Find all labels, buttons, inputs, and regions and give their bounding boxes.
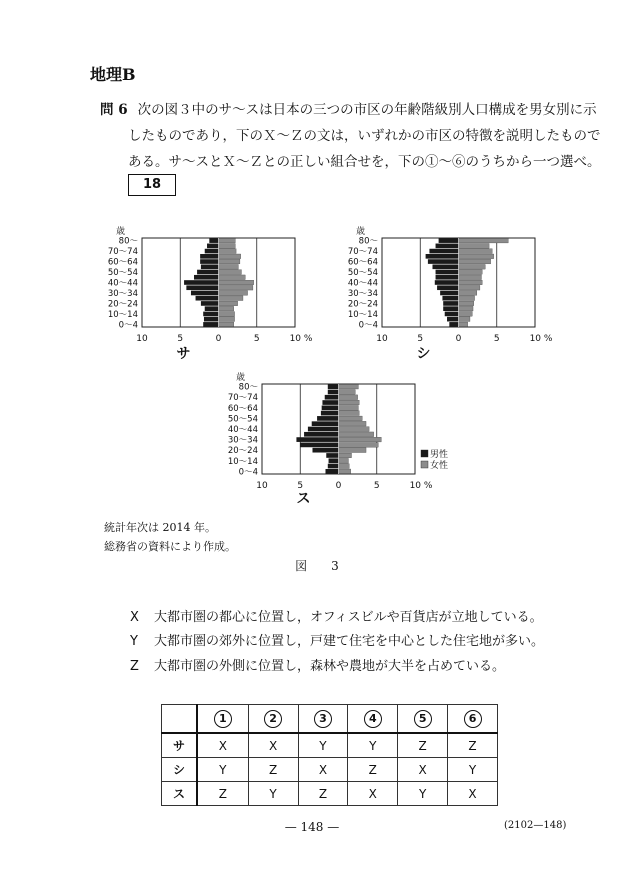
y-tick-label: 60～64	[227, 403, 258, 414]
pyramid-3	[228, 371, 448, 507]
bar-female	[339, 421, 367, 426]
table-cell: X	[298, 758, 348, 782]
bar-female	[219, 301, 238, 306]
bar-male	[440, 291, 458, 296]
bar-female	[459, 275, 482, 280]
question-line-2: したものであり，下のＸ～Ｚの文は，いずれかの市区の特徴を説明したもので	[128, 128, 601, 144]
table-row	[162, 758, 498, 782]
x-tick-label: 10 %	[529, 334, 553, 344]
bar-male	[201, 264, 219, 269]
bar-female	[459, 270, 483, 275]
option-header-5	[398, 705, 448, 734]
statement-y-key: Y	[130, 634, 138, 649]
x-tick-label: 0	[215, 334, 222, 344]
bar-male	[304, 432, 338, 437]
bar-male	[191, 291, 219, 296]
bar-female	[219, 238, 236, 243]
bar-male	[436, 270, 459, 275]
y-tick-label: 40～44	[227, 425, 258, 435]
bar-female	[219, 249, 237, 254]
table-row	[162, 733, 498, 758]
x-tick-label: 10 %	[289, 334, 313, 344]
table-cell: Z	[348, 758, 398, 782]
legend-swatch-female	[421, 461, 428, 468]
table-row	[162, 782, 498, 806]
figure-caption: 図 3	[295, 559, 345, 573]
bar-male	[328, 384, 339, 389]
table-cell: Z	[398, 733, 448, 758]
y-unit-label: 歳	[356, 227, 366, 237]
bar-female	[459, 244, 490, 249]
statement-z	[130, 655, 505, 674]
bar-male	[326, 453, 338, 458]
bar-male	[428, 259, 459, 264]
y-tick-label: 40～44	[107, 278, 138, 289]
statement-y	[130, 630, 544, 649]
y-tick-label: 0～4	[118, 320, 138, 331]
y-tick-label: 60～64	[347, 257, 378, 268]
bar-female	[339, 458, 349, 463]
combination-table	[161, 704, 498, 806]
bar-male	[445, 312, 459, 317]
table-cell: Y	[197, 758, 248, 782]
bar-male	[325, 469, 338, 474]
legend-swatch-male	[421, 450, 428, 457]
x-tick-label: 10	[136, 334, 148, 344]
y-tick-label: 10～14	[227, 456, 258, 467]
x-tick-label: 10 %	[409, 481, 433, 491]
x-tick-label: 0	[455, 334, 462, 344]
bar-male	[200, 254, 218, 259]
bar-female	[339, 427, 370, 432]
answer-number-box: 18	[128, 174, 176, 196]
y-tick-label: 0～4	[358, 320, 378, 331]
bar-male	[317, 416, 338, 421]
bar-male	[447, 317, 458, 322]
y-tick-label: 70～74	[347, 247, 378, 258]
bar-male	[436, 275, 459, 280]
bar-female	[339, 432, 374, 437]
legend-label-female: 女性	[430, 461, 449, 471]
bar-male	[322, 400, 338, 405]
table-cell: X	[398, 758, 448, 782]
y-tick-label: 50～54	[347, 268, 378, 279]
chart-label: シ	[416, 346, 431, 362]
x-tick-label: 5	[417, 334, 424, 344]
bar-male	[204, 317, 219, 322]
x-tick-label: 5	[297, 481, 304, 491]
bar-female	[459, 291, 477, 296]
question-number: 問 6	[100, 102, 128, 118]
y-tick-label: 50～54	[227, 414, 258, 425]
y-tick-label: 20～24	[347, 299, 378, 310]
bar-male	[203, 312, 218, 317]
row-label-sa: サ	[162, 733, 197, 758]
table-cell: X	[248, 733, 298, 758]
table-cell: Z	[448, 733, 498, 758]
option-header-2	[248, 705, 298, 734]
bar-male	[308, 427, 339, 432]
bar-female	[219, 285, 253, 290]
y-tick-label: 10～14	[107, 309, 138, 320]
y-tick-label: 50～54	[107, 268, 138, 279]
question-line-3: ある。サ～スとＸ～Ｚとの正しい組合せを，下の①～⑥のうちから一つ選べ。	[128, 154, 601, 170]
y-tick-label: 20～24	[107, 299, 138, 310]
bar-male	[197, 270, 218, 275]
bar-female	[459, 259, 491, 264]
y-tick-label: 80～	[238, 382, 258, 393]
bar-male	[300, 443, 338, 448]
statement-y-text: 大都市圏の郊外に位置し，戸建て住宅を中心とした住宅地が多い。	[154, 634, 545, 649]
y-tick-label: 30～34	[347, 288, 378, 299]
statement-x-text: 大都市圏の都心に位置し，オフィスビルや百貨店が立地している。	[154, 610, 543, 625]
bar-male	[435, 280, 459, 285]
y-tick-label: 60～64	[107, 257, 138, 268]
bar-female	[339, 405, 359, 410]
bar-female	[459, 301, 474, 306]
y-tick-label: 20～24	[227, 446, 258, 457]
bar-male	[296, 437, 338, 442]
y-tick-label: 30～34	[227, 435, 258, 446]
table-header-row	[162, 705, 498, 734]
chart-label: サ	[176, 346, 191, 362]
pyramid-2	[348, 225, 553, 362]
option-header-4	[348, 705, 398, 734]
bar-male	[201, 301, 219, 306]
table-cell: Y	[398, 782, 448, 806]
bar-male	[200, 259, 218, 264]
bar-male	[203, 322, 218, 327]
statement-z-key: Z	[130, 659, 139, 674]
option-number-4: 4	[364, 710, 382, 728]
bar-female	[339, 464, 350, 469]
bar-female	[459, 285, 480, 290]
bar-female	[219, 244, 236, 249]
option-header-6	[448, 705, 498, 734]
bar-female	[339, 453, 352, 458]
bar-female	[219, 322, 234, 327]
bar-female	[339, 416, 363, 421]
y-tick-label: 10～14	[347, 309, 378, 320]
table-cell: X	[197, 733, 248, 758]
bar-male	[325, 395, 339, 400]
bar-male	[432, 264, 458, 269]
bar-female	[339, 400, 360, 405]
bar-female	[339, 443, 379, 448]
bar-female	[459, 264, 486, 269]
y-tick-label: 70～74	[227, 393, 258, 404]
subject-title: 地理B	[90, 65, 136, 84]
bar-male	[443, 306, 458, 311]
bar-female	[339, 437, 382, 442]
y-tick-label: 0～4	[238, 467, 258, 478]
bar-male	[439, 238, 459, 243]
row-label-su: ス	[162, 782, 197, 806]
question-text-1: 次の図３中のサ～スは日本の三つの市区の年齢階級別人口構成を男女別に示	[137, 102, 597, 118]
y-unit-label: 歳	[116, 227, 126, 237]
y-tick-label: 30～34	[107, 288, 138, 299]
x-tick-label: 5	[177, 334, 184, 344]
option-number-3: 3	[314, 710, 332, 728]
bar-female	[219, 306, 234, 311]
bar-male	[196, 296, 219, 301]
bar-female	[339, 411, 360, 416]
bar-male	[328, 390, 339, 395]
bar-female	[219, 317, 235, 322]
bar-male	[329, 458, 339, 463]
y-tick-label: 80～	[358, 236, 378, 247]
table-cell: Z	[197, 782, 248, 806]
bar-female	[459, 312, 473, 317]
bar-male	[209, 238, 218, 243]
bar-female	[339, 395, 358, 400]
bar-male	[328, 464, 339, 469]
bar-female	[219, 264, 239, 269]
x-tick-label: 5	[253, 334, 260, 344]
bar-male	[322, 405, 339, 410]
pyramid-1	[108, 225, 313, 362]
bar-female	[339, 448, 367, 453]
bar-male	[205, 306, 219, 311]
bar-female	[219, 296, 243, 301]
option-number-5: 5	[414, 710, 432, 728]
x-tick-label: 0	[335, 481, 342, 491]
table-cell: Y	[298, 733, 348, 758]
bar-female	[219, 291, 248, 296]
bar-female	[219, 254, 241, 259]
x-tick-label: 5	[373, 481, 380, 491]
table-cell: Y	[348, 733, 398, 758]
bar-male	[442, 296, 458, 301]
bar-male	[205, 249, 219, 254]
bar-female	[339, 384, 359, 389]
bar-male	[437, 285, 458, 290]
bar-female	[219, 275, 246, 280]
option-number-1: 1	[214, 710, 232, 728]
bar-female	[459, 296, 475, 301]
note-source: 総務省の資料により作成。	[104, 540, 236, 553]
bar-female	[219, 259, 240, 264]
bar-male	[449, 322, 458, 327]
chart-label: ス	[296, 491, 311, 507]
statement-z-text: 大都市圏の外側に位置し，森林や農地が大半を占めている。	[154, 659, 506, 674]
y-tick-label: 70～74	[107, 247, 138, 258]
bar-female	[339, 390, 356, 395]
bar-female	[459, 317, 470, 322]
y-tick-label: 80～	[118, 236, 138, 247]
table-cell: Y	[448, 758, 498, 782]
bar-female	[459, 280, 483, 285]
statement-x-key: X	[130, 610, 139, 625]
page-number: — 148 —	[284, 820, 340, 834]
bar-female	[219, 270, 242, 275]
note-stat-year: 統計年次は 2014 年。	[104, 521, 216, 534]
bar-male	[312, 421, 339, 426]
option-header-3	[298, 705, 348, 734]
bar-female	[219, 280, 254, 285]
table-cell: X	[448, 782, 498, 806]
bar-male	[312, 448, 338, 453]
bar-female	[459, 254, 494, 259]
bar-male	[321, 411, 339, 416]
legend-label-male: 男性	[430, 450, 449, 460]
bar-female	[459, 249, 493, 254]
bar-male	[186, 285, 218, 290]
y-tick-label: 40～44	[347, 278, 378, 289]
bar-male	[207, 244, 218, 249]
bar-female	[459, 306, 474, 311]
bar-male	[184, 280, 218, 285]
bar-male	[443, 301, 458, 306]
bar-male	[436, 244, 459, 249]
table-corner-cell	[162, 705, 197, 734]
y-unit-label: 歳	[236, 373, 246, 383]
table-cell: Y	[248, 782, 298, 806]
option-number-2: 2	[264, 710, 282, 728]
x-tick-label: 10	[256, 481, 268, 491]
bar-female	[459, 322, 468, 327]
exam-code: (2102—148)	[504, 820, 567, 831]
bar-male	[429, 249, 458, 254]
table-cell: Z	[248, 758, 298, 782]
x-tick-label: 10	[376, 334, 388, 344]
bar-female	[459, 238, 509, 243]
option-header-1	[197, 705, 248, 734]
x-tick-label: 5	[493, 334, 500, 344]
table-cell: X	[348, 782, 398, 806]
statement-x	[130, 606, 543, 625]
row-label-shi: シ	[162, 758, 197, 782]
table-cell: Z	[298, 782, 348, 806]
option-number-6: 6	[464, 710, 482, 728]
bar-female	[339, 469, 351, 474]
bar-female	[219, 312, 235, 317]
bar-male	[426, 254, 459, 259]
bar-male	[194, 275, 218, 280]
